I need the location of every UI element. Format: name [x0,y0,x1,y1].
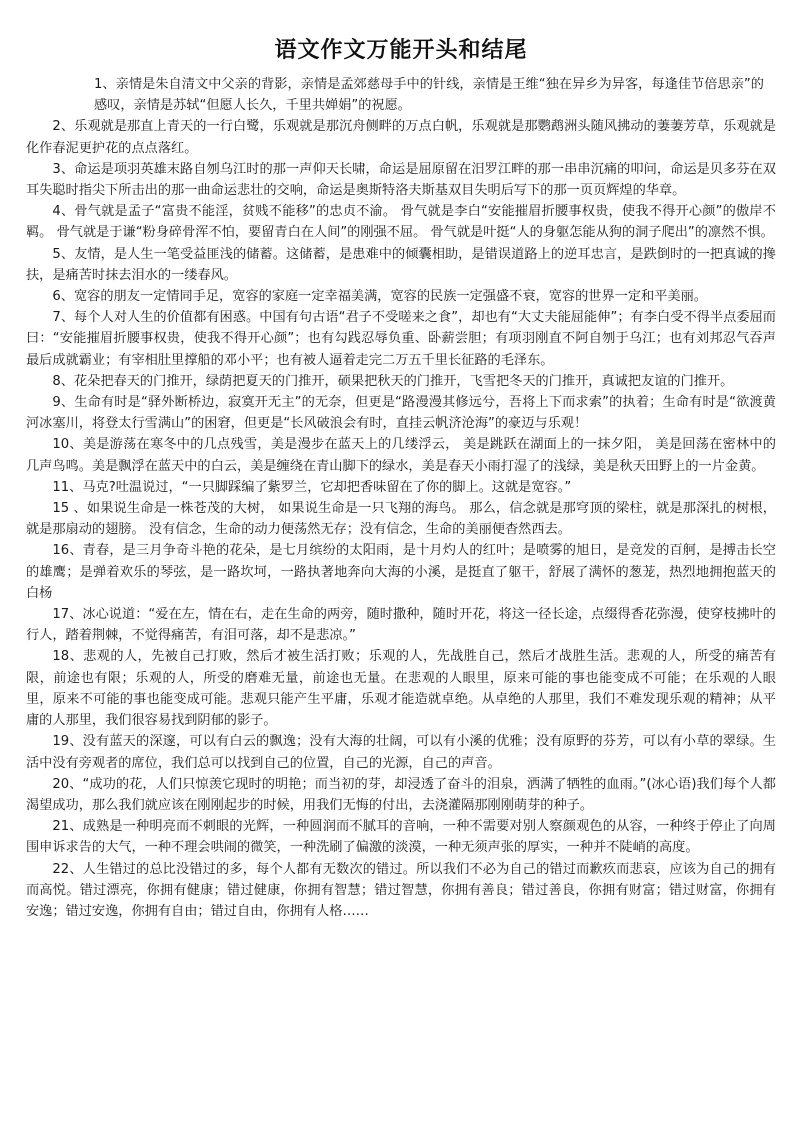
paragraph-3: 3、命运是项羽英雄末路自刎乌江时的那一声仰天长啸，命运是屈原留在汨罗江畔的那一串串沉痛的叩问，命运是贝多芬在双耳失聪时指尖下所击出的那一曲命运悲壮的交响，命运是奥斯特洛夫斯基双目失明后写下的那一页页辉煌的华章。 [26,161,776,199]
paragraph-4: 4、骨气就是孟子“富贵不能淫，贫贱不能移”的忠贞不渝。 骨气就是李白“安能摧眉折腰事权贵，使我不得开心颜”的傲岸不羁。 骨气就是于谦“粉身碎骨浑不怕，要留青白在人间”的刚强不屈。 骨气就是叶挺“人的身躯怎能从狗的洞子爬出”的凛然不惧。 [26,204,776,241]
paragraph-16: 16、青春，是三月争奇斗艳的花朵，是七月缤纷的太阳雨，是十月灼人的红叶；是喷雾的旭日，是竞发的百舸，是搏击长空的雄鹰；是弹着欢乐的琴弦，是一路坎坷，一路执著地奔向大海的小溪，是挺直了躯干，舒展了满怀的葱茏，热烈地拥抱蓝天的白杨 [26,543,776,601]
paragraph-22: 22、人生错过的总比没错过的多，每个人都有无数次的错过。所以我们不必为自己的错过而歉疚而悲哀，应该为自己的拥有而高悦。错过漂亮，你拥有健康；错过健康，你拥有智慧；错过智慧，你拥有善良；错过善良，你拥有财富；错过财富，你拥有安逸；错过安逸，你拥有自由；错过自由，你拥有人格…… [26,861,776,919]
paragraph-7: 7、每个人对人生的价值都有困惑。中国有句古语“君子不受嗟来之食”，却也有“大丈夫能屈能伸”；有李白受不得半点委屈而曰：“安能摧眉折腰事权贵，使我不得开心颜”；也有勾践忍辱负重、卧薪尝胆；有项羽刚直不阿自刎于乌江；也有刘邦忍气吞声最后成就霸业；有宰相肚里撑船的邓小平；也有被人逼着走完二万五千里长征路的毛泽东。 [26,310,776,368]
paragraph-2: 2、乐观就是那直上青天的一行白鹭，乐观就是那沉舟侧畔的万点白帆，乐观就是那鹦鹉洲头随风拂动的萋萋芳草，乐观就是化作春泥更护花的点点落红。 [26,119,776,156]
paragraph-6: 6、宽容的朋友一定情同手足，宽容的家庭一定幸福美满，宽容的民族一定强盛不衰，宽容的世界一定和平美丽。 [52,289,707,305]
paragraph-11: 11、马克?吐温说过，“一只脚踩编了紫罗兰，它却把香味留在了你的脚上。这就是宽容。” [52,479,572,495]
paragraph-5: 5、友情，是人生一笔受益匪浅的储蓄。这储蓄，是患难中的倾囊相助，是错误道路上的逆耳忠言，是跌倒时的一把真诚的搀扶，是痛苦时抹去泪水的一缕春风。 [26,246,776,283]
paragraph-20: 20、“成功的花，人们只惊羡它现时的明艳；而当初的芽，却浸透了奋斗的泪泉，洒满了牺牲的血雨。”(冰心语)我们每个人都渴望成功，那么我们就应该在刚刚起步的时候，用我们无悔的付出，去浇灌隔那刚刚萌芽的种子。 [26,776,776,813]
document-title: 语文作文万能开头和结尾 [274,38,528,63]
paragraph-21: 21、成熟是一种明亮而不刺眼的光辉，一种圆润而不腻耳的音响，一种不需要对别人察颜观色的从容，一种终于停止了向周围申诉求告的大气，一种不理会哄闹的微笑，一种洗刷了偏激的淡漠，一种无须声张的厚实，一种并不陡峭的高度。 [26,819,776,856]
paragraph-10: 10、美是游荡在寒冬中的几点残雪，美是漫步在蓝天上的几缕浮云， 美是跳跃在湖面上的一抹夕阳， 美是回荡在密林中的几声鸟鸣。美是飘浮在蓝天中的白云，美是缠绕在青山脚下的绿水，美是春天小雨打湿了的浅绿，美是秋天田野上的一片金黄。 [26,437,776,474]
paragraph-15: 15 、如果说生命是一株苍茂的大树， 如果说生命是一只飞翔的海鸟。 那么，信念就是那穹顶的梁柱，就是那深扎的树根，就是那扇动的翅膀。 没有信念，生命的动力便荡然无存；没有信念，生命的美丽便杳然西去。 [26,501,776,538]
paragraph-18: 18、悲观的人，先被自己打败，然后才被生活打败；乐观的人，先战胜自己，然后才战胜生活。悲观的人，所受的痛苦有限，前途也有限；乐观的人，所受的磨难无量，前途也无量。在悲观的人眼里，原来可能的事也能变成不可能；在乐观的人眼里，原来不可能的事也能变成可能。悲观只能产生平庸，乐观才能造就卓绝。从卓绝的人那里，我们不难发现乐观的精神；从平庸的人那里，我们很容易找到阴郁的影子。 [26,649,776,729]
paragraph-9: 9、生命有时是“驿外断桥边，寂寞开无主”的无奈，但更是“路漫漫其修远兮，吾将上下而求索”的执着；生命有时是“欲渡黄河冰塞川，将登太行雪满山”的困窘，但更是“长风破浪会有时，直挂云帆济沧海”的豪迈与乐观！ [26,395,776,432]
paragraph-1: 1、亲情是朱自清文中父亲的背影，亲情是孟郊慈母手中的针线，亲情是王维“独在异乡为异客，每逢佳节倍思亲”的感叹，亲情是苏轼“但愿人长久，千里共婵娟”的祝愿。 [94,77,764,114]
paragraph-19: 19、没有蓝天的深邃，可以有白云的飘逸；没有大海的壮阔，可以有小溪的优雅；没有原野的芬芳，可以有小草的翠绿。生活中没有旁观者的席位，我们总可以找到自己的位置，自己的光源，自己的声音。 [26,734,776,771]
paragraph-17: 17、冰心说道：“爱在左，情在右，走在生命的两旁，随时撒种，随时开花，将这一径长途，点缀得香花弥漫，使穿枝拂叶的行人，踏着荆棘，不觉得痛苦，有泪可落，却不是悲凉。” [26,607,776,644]
paragraph-8: 8、花朵把春天的门推开，绿荫把夏天的门推开，硕果把秋天的门推开，飞雪把冬天的门推开，真诚把友谊的门推开。 [52,373,734,389]
document-page [26,36,776,922]
